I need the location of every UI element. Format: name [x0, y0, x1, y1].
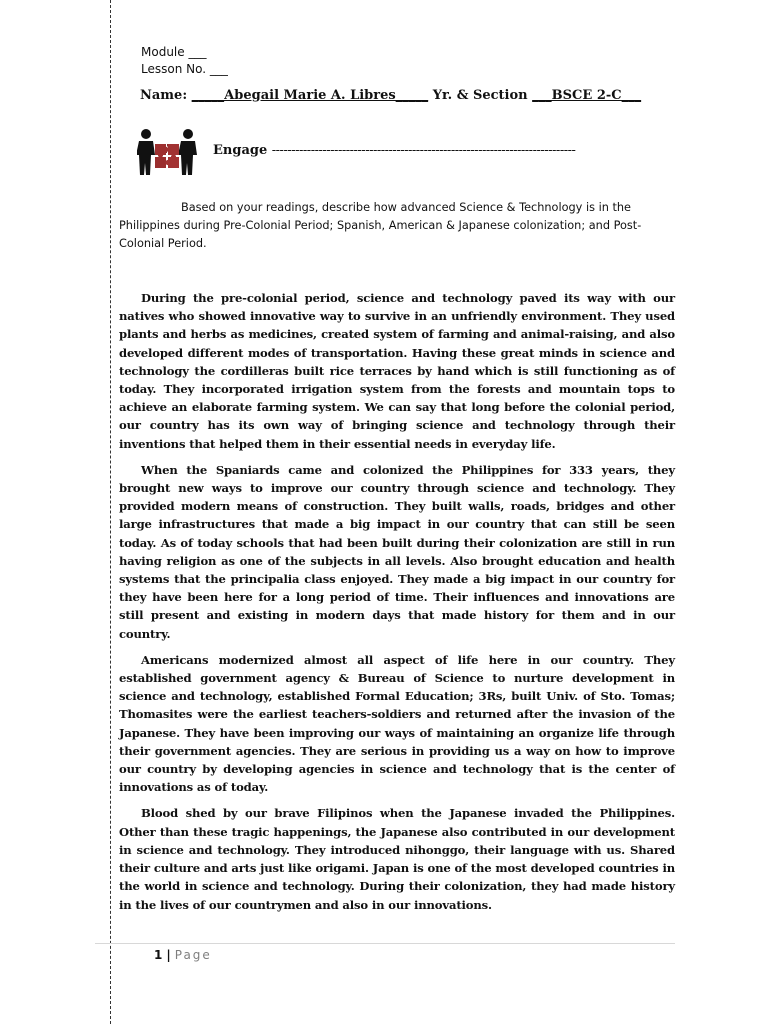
page-label: Page	[174, 948, 212, 962]
margin-dashed-line	[110, 0, 111, 1024]
question-prompt	[119, 199, 669, 253]
paragraph-japanese: Blood shed by our brave Filipinos when the Japanese invaded the Philippines. Other than these tragic happenings, the Japanese also contributed in our development in science and technology. They introduced nihonggo, their language with us. Shared their culture and arts just like origami. Japan is one of the most developed countries in the world in science and technology. During their colonization, they had made history in the lives of our countrymen and also in our innovations.	[119, 806, 675, 912]
answer-body	[119, 289, 675, 922]
page-footer	[154, 948, 212, 962]
paragraph-pre-colonial: During the pre-colonial period, science and technology paved its way with our natives who showed innovative way to survive in an unfriendly environment. They used plants and herbs as medicines, created system of farming and animal-raising, and also developed different modes of transportation. Having these great minds in science and technology the cordilleras built rice terraces by hand which is still functioning as of today. They incorporated irrigation system from the forests and mountain tops to achieve an elaborate farming system. We can say that long before the colonial period, our country has its own way of bringing science and technology through their inventions that helped them in their essential needs in everyday life.	[119, 291, 675, 451]
footer-divider	[95, 943, 675, 944]
paragraph-spanish: When the Spaniards came and colonized the Philippines for 333 years, they brought new ways to improve our country through science and technology. They provided modern means of construction. They built walls, roads, bridges and other large infrastructures that made a big impact in our country that can still be seen today. As of today schools that had been built during their colonization are still in run having religion as one of the subjects in all levels. Also brought education and health systems that the principalia class enjoyed. They made a big impact in our country for they have been here for a long period of time. Their influences and innovations are still present and existing in modern days that made history for them and in our country.	[119, 462, 675, 641]
paragraph-american: Americans modernized almost all aspect of life here in our country. They established government agency & Bureau of Science to nurture development in science and technology, established Formal Education; 3Rs, built Univ. of Sto. Tomas; Thomasites were the earliest teachers-soldiers and returned after the invasion of the Japanese. They have been improving our ways of maintaining an organize life through their government agencies. They are serious in providing us a way on how to improve our country by developing agencies in science and technology that is the center of innovations as of today.	[119, 652, 675, 795]
footer-separator: |	[166, 948, 171, 962]
engage-label: Engage	[213, 143, 268, 158]
engage-heading	[213, 143, 675, 158]
module-label: Module ___	[141, 45, 207, 59]
name-label: Name:	[140, 88, 188, 103]
section-label: Yr. & Section	[432, 88, 528, 103]
module-header	[141, 44, 228, 78]
people-puzzle-icon	[137, 128, 197, 176]
student-info-row	[140, 88, 641, 103]
engage-divider: ------------------------------------------------------------------------------	[271, 143, 576, 158]
student-section: ___BSCE 2-C___	[532, 88, 642, 103]
prompt-text: Based on your readings, describe how advanced Science & Technology is in the Philippines during Pre-Colonial Period; Spanish, American & Japanese colonization; and Post-Colonial Period.	[119, 201, 642, 250]
page-number: 1	[154, 948, 163, 962]
lesson-label: Lesson No. ___	[141, 62, 228, 76]
student-name: _____Abegail Marie A. Libres_____	[191, 88, 429, 103]
